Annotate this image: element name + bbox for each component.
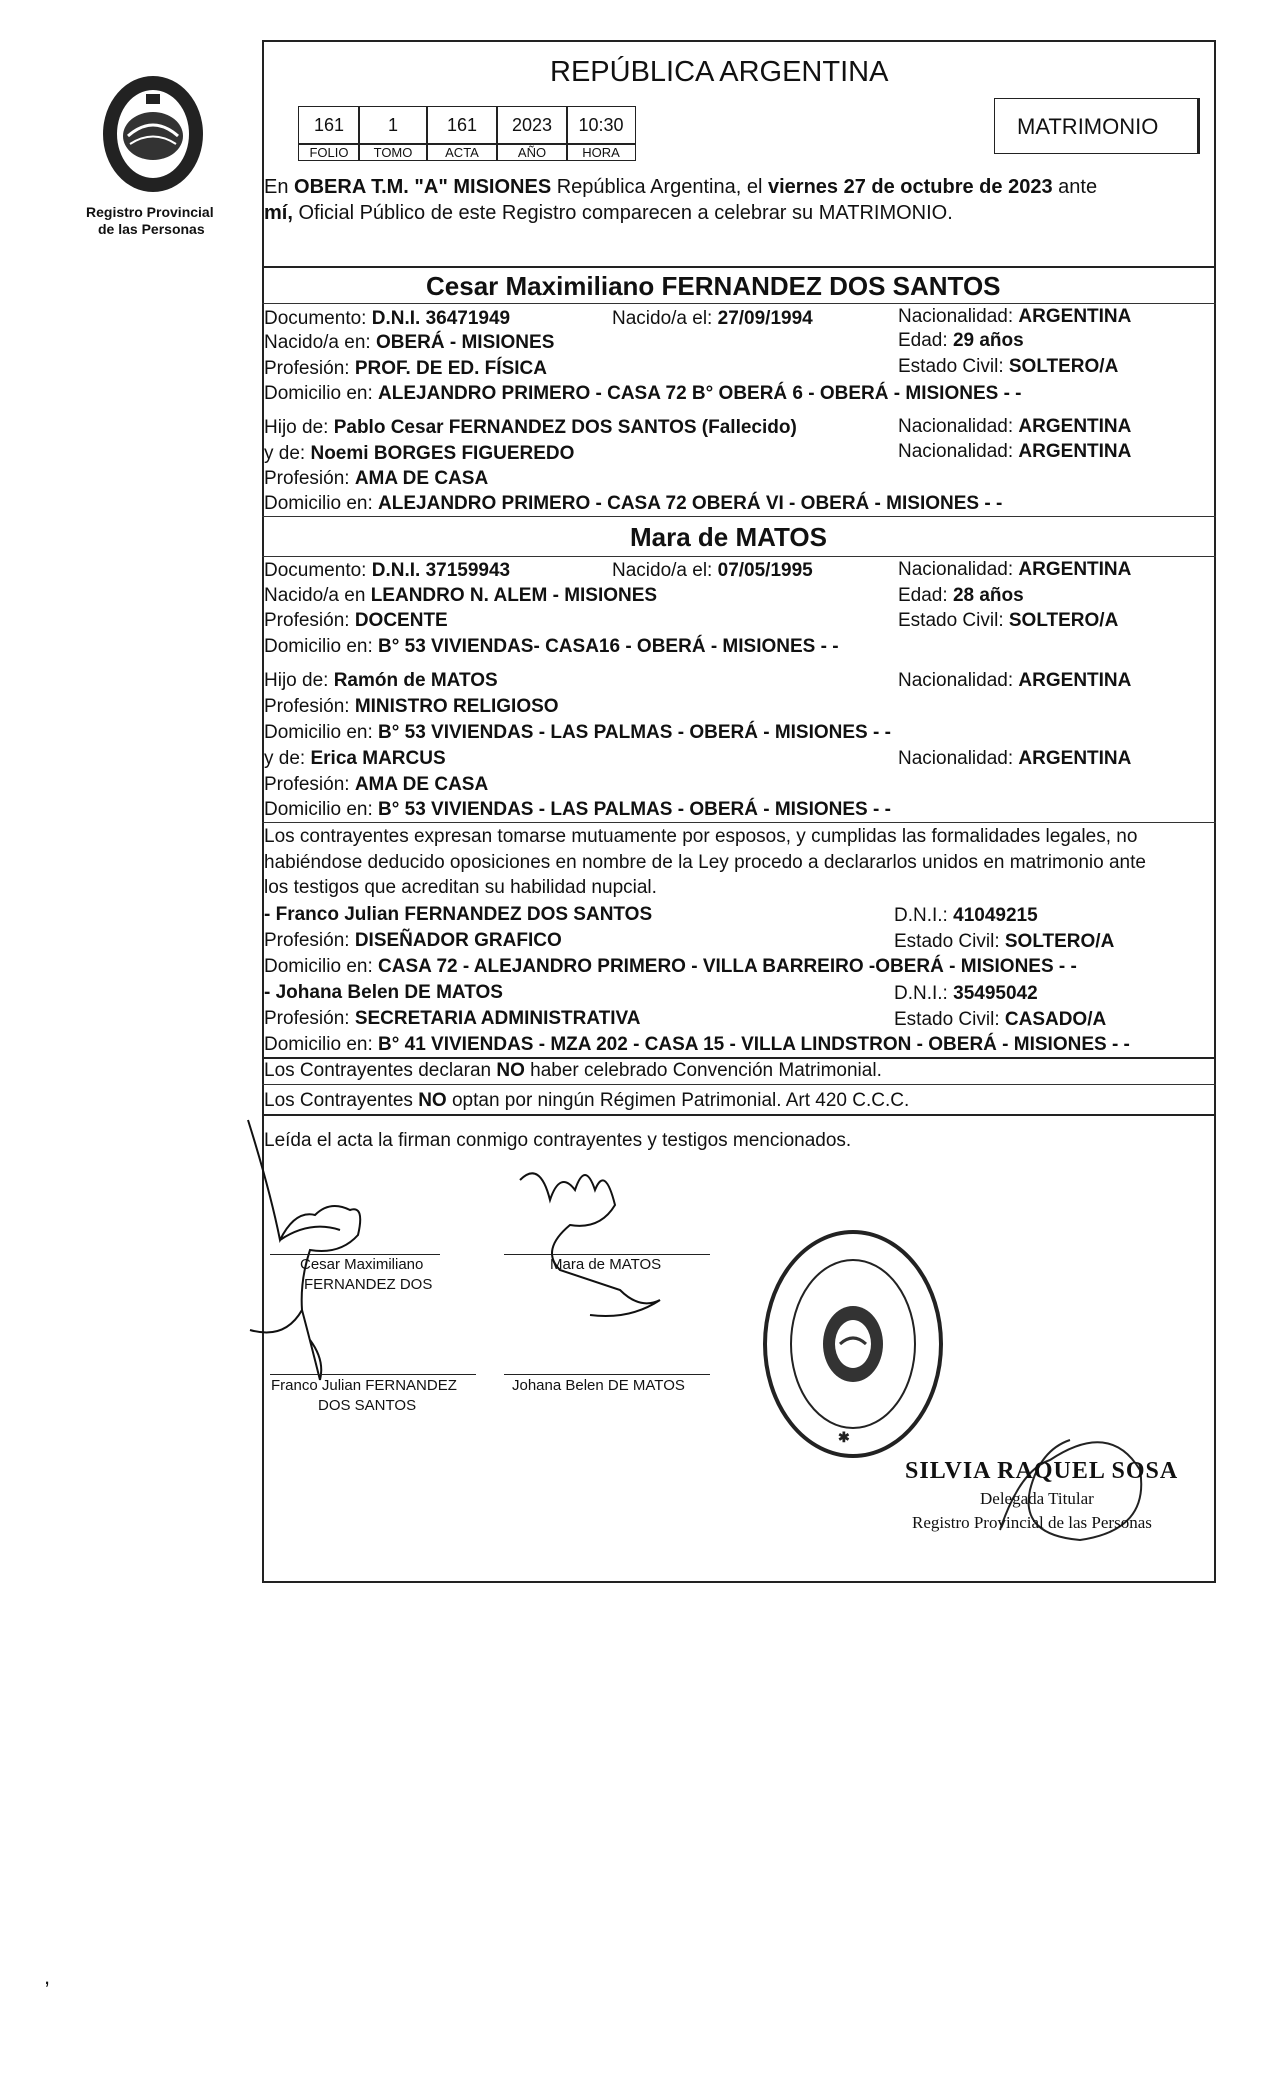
spouse2-nationality: Nacionalidad: ARGENTINA: [898, 559, 1132, 580]
box-tomo: 1: [358, 106, 428, 144]
declaration-line-1: Los contrayentes expresan tomarse mutuamente por esposos, y cumplidas las formalidades legales, no: [264, 826, 1138, 847]
witness2-civil-status: Estado Civil: CASADO/A: [894, 1009, 1107, 1030]
signature-2-name: Mara de MATOS: [550, 1256, 662, 1273]
doc-type-box: [994, 98, 1200, 154]
official-org: Registro Provincial de las Personas: [912, 1513, 1152, 1532]
witness1-address: Domicilio en: CASA 72 - ALEJANDRO PRIMERO - VILLA BARREIRO -OBERÁ - MISIONES - -: [264, 956, 1077, 977]
spouse1-documento: Documento: D.N.I. 36471949: [264, 308, 511, 329]
signature-1-name-b: FERNANDEZ DOS: [304, 1276, 433, 1293]
footer-mark: ,: [44, 1964, 51, 1989]
signature-line: [270, 1254, 440, 1255]
spouse1-address: Domicilio en: ALEJANDRO PRIMERO - CASA 72 B° OBERÁ 6 - OBERÁ - MISIONES - -: [264, 383, 1022, 404]
spouse2-birthplace: Nacido/a en LEANDRO N. ALEM - MISIONES: [264, 585, 658, 606]
label-folio: FOLIO: [298, 144, 360, 161]
spouse2-mother-nationality: Nacionalidad: ARGENTINA: [898, 748, 1132, 769]
spouse2-age: Edad: 28 años: [898, 585, 1024, 606]
spouse1-father: Hijo de: Pablo Cesar FERNANDEZ DOS SANTOS (Fallecido): [264, 417, 797, 438]
spouse1-mother-profession: Profesión: AMA DE CASA: [264, 468, 489, 489]
spouse1-mother: y de: Noemi BORGES FIGUEREDO: [264, 443, 575, 464]
signature-line: [270, 1374, 476, 1375]
registry-stamp: [758, 1224, 948, 1464]
spouse1-profession: Profesión: PROF. DE ED. FÍSICA: [264, 358, 547, 379]
box-acta: 161: [426, 106, 498, 144]
witness2-address: Domicilio en: B° 41 VIVIENDAS - MZA 202 - CASA 15 - VILLA LINDSTRON - OBERÁ - MISIONES - -: [264, 1034, 1130, 1055]
intro-line-2: mí, Oficial Público de este Registro comparecen a celebrar su MATRIMONIO.: [264, 202, 953, 224]
closing-statement: Leída el acta la firman conmigo contrayentes y testigos mencionados.: [264, 1130, 852, 1151]
spouse2-birthdate: Nacido/a el: 07/05/1995: [612, 560, 813, 581]
declaration-line-2: habiéndose deducido oposiciones en nombre de la Ley procedo a declararlos unidos en matrimonio ante: [264, 852, 1146, 873]
label-anio: AÑO: [496, 144, 568, 161]
witness2-name: - Johana Belen DE MATOS: [264, 982, 503, 1003]
divider: [262, 556, 1216, 557]
label-acta: ACTA: [426, 144, 498, 161]
declaration-line-3: los testigos que acreditan su habilidad nupcial.: [264, 877, 657, 898]
spouse2-mother: y de: Erica MARCUS: [264, 748, 446, 769]
divider: [262, 516, 1216, 517]
label-tomo: TOMO: [358, 144, 428, 161]
signature-line: [504, 1254, 710, 1255]
signature-1-name-a: Cesar Maximiliano: [300, 1256, 424, 1273]
convention-line-2: Los Contrayentes NO optan por ningún Régimen Patrimonial. Art 420 C.C.C.: [264, 1090, 910, 1111]
spouse2-mother-profession: Profesión: AMA DE CASA: [264, 774, 489, 795]
witness2-dni: D.N.I.: 35495042: [894, 983, 1038, 1004]
svg-text:✱: ✱: [838, 1429, 850, 1445]
doc-type: MATRIMONIO: [1017, 114, 1159, 139]
spouse1-birthplace: Nacido/a en: OBERÁ - MISIONES: [264, 332, 555, 353]
signature-line: [504, 1374, 710, 1375]
spouse2-father-nationality: Nacionalidad: ARGENTINA: [898, 670, 1132, 691]
spouse2-address: Domicilio en: B° 53 VIVIENDAS- CASA16 - OBERÁ - MISIONES - -: [264, 636, 839, 657]
spouse1-name: Cesar Maximiliano FERNANDEZ DOS SANTOS: [426, 271, 1001, 301]
signature-3-name-a: Franco Julian FERNANDEZ: [271, 1377, 457, 1394]
logo-caption-1: Registro Provincial: [86, 204, 214, 220]
convention-line-1: Los Contrayentes declaran NO haber celebrado Convención Matrimonial.: [264, 1060, 882, 1081]
spouse2-father-address: Domicilio en: B° 53 VIVIENDAS - LAS PALMAS - OBERÁ - MISIONES - -: [264, 722, 891, 743]
document-title: REPÚBLICA ARGENTINA: [550, 56, 889, 88]
spouse1-civil-status: Estado Civil: SOLTERO/A: [898, 356, 1119, 377]
spouse2-father: Hijo de: Ramón de MATOS: [264, 670, 498, 691]
spouse2-documento: Documento: D.N.I. 37159943: [264, 560, 511, 581]
intro-line-1: En OBERA T.M. "A" MISIONES República Argentina, el viernes 27 de octubre de 2023 ante: [264, 176, 1098, 198]
divider: [262, 303, 1216, 304]
spouse2-name: Mara de MATOS: [630, 522, 827, 552]
spouse2-mother-address: Domicilio en: B° 53 VIVIENDAS - LAS PALMAS - OBERÁ - MISIONES - -: [264, 799, 891, 820]
witness1-name: - Franco Julian FERNANDEZ DOS SANTOS: [264, 904, 653, 925]
spouse1-age: Edad: 29 años: [898, 330, 1024, 351]
province-seal-logo: [98, 74, 208, 199]
witness1-profession: Profesión: DISEÑADOR GRAFICO: [264, 930, 562, 951]
label-hora: HORA: [566, 144, 636, 161]
signature-4-name: Johana Belen DE MATOS: [512, 1377, 685, 1394]
spouse1-father-nationality: Nacionalidad: ARGENTINA: [898, 416, 1132, 437]
box-hora: 10:30: [566, 106, 636, 144]
official-role: Delegada Titular: [980, 1489, 1094, 1508]
divider: [262, 1057, 1216, 1059]
official-name: SILVIA RAQUEL SOSA: [905, 1458, 1179, 1484]
divider: [262, 266, 1216, 268]
box-anio: 2023: [496, 106, 568, 144]
spouse2-profession: Profesión: DOCENTE: [264, 610, 448, 631]
spouse1-mother-nationality: Nacionalidad: ARGENTINA: [898, 441, 1132, 462]
divider: [262, 822, 1216, 823]
spouse2-civil-status: Estado Civil: SOLTERO/A: [898, 610, 1119, 631]
box-folio: 161: [298, 106, 360, 144]
spouse1-birthdate: Nacido/a el: 27/09/1994: [612, 308, 813, 329]
spouse1-parents-address: Domicilio en: ALEJANDRO PRIMERO - CASA 72 OBERÁ VI - OBERÁ - MISIONES - -: [264, 493, 1003, 514]
logo-caption-2: de las Personas: [98, 221, 205, 237]
spouse1-nationality: Nacionalidad: ARGENTINA: [898, 306, 1132, 327]
witness1-dni: D.N.I.: 41049215: [894, 905, 1038, 926]
signature-3-name-b: DOS SANTOS: [318, 1397, 417, 1414]
spouse2-father-profession: Profesión: MINISTRO RELIGIOSO: [264, 696, 559, 717]
witness1-civil-status: Estado Civil: SOLTERO/A: [894, 931, 1115, 952]
divider: [262, 1084, 1216, 1085]
witness2-profession: Profesión: SECRETARIA ADMINISTRATIVA: [264, 1008, 641, 1029]
